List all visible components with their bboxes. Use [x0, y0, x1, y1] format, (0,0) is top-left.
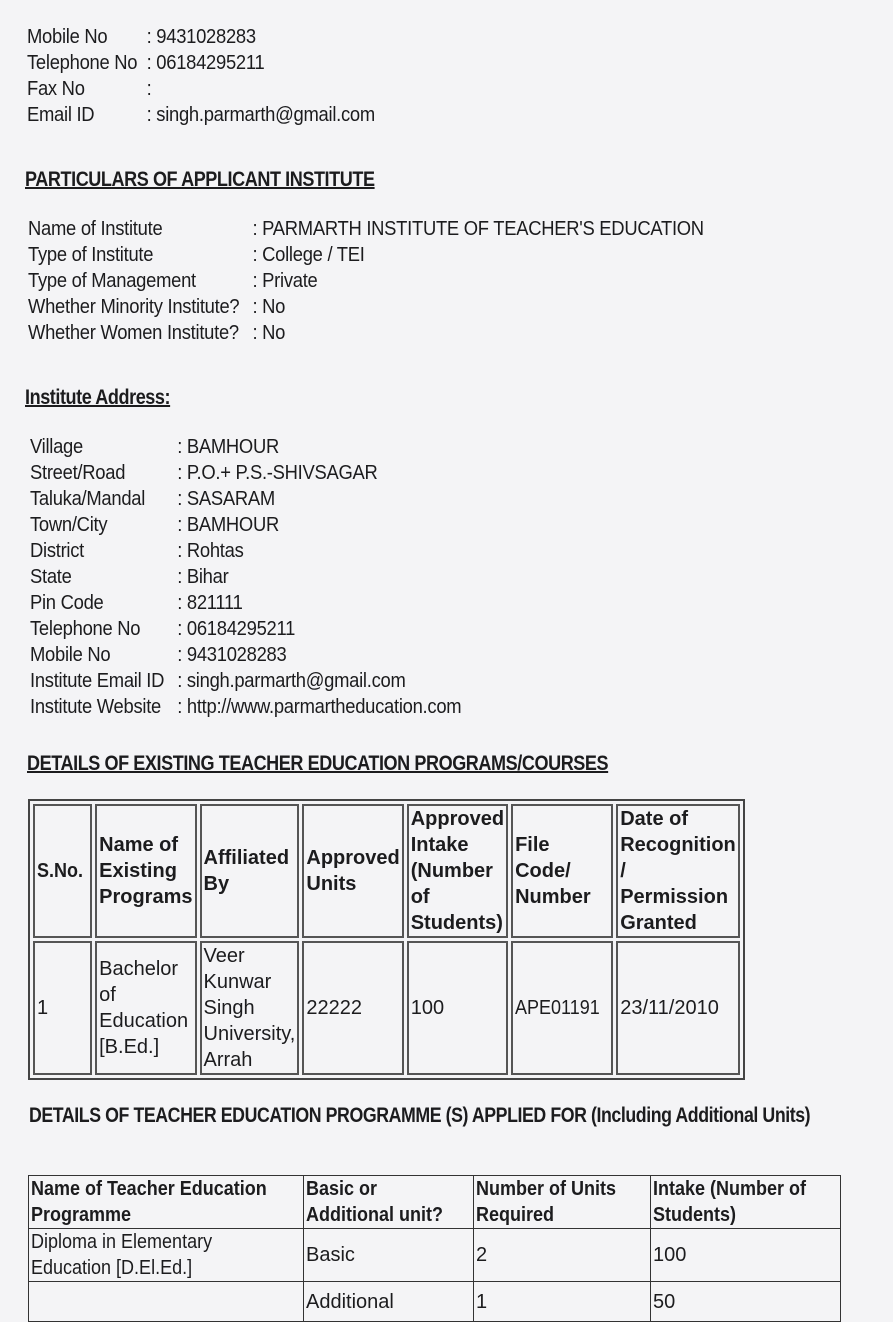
address-label: Mobile No	[30, 644, 111, 666]
address-value: http://www.parmartheducation.com	[186, 696, 462, 718]
cell-intake: 50	[651, 1282, 841, 1322]
address-value: Rohtas	[186, 540, 244, 562]
cell-programme-name	[29, 1282, 304, 1322]
particulars-value: Private	[262, 270, 318, 292]
contact-value: 06184295211	[156, 52, 265, 74]
address-value: singh.parmarth@gmail.com	[186, 670, 406, 692]
cell-basic-or-additional: Basic	[304, 1229, 474, 1282]
existing-programs-table	[28, 799, 745, 1080]
address-value: Bihar	[186, 566, 229, 588]
column-header: Approved Intake (Number of Students)	[407, 804, 508, 938]
address-label: Taluka/Mandal	[30, 488, 146, 510]
address-value: SASARAM	[186, 488, 275, 510]
column-header: Basic or Additional unit?	[306, 1178, 443, 1226]
particulars-value: College / TEI	[262, 244, 365, 266]
address-label: Telephone No	[30, 618, 141, 640]
table-row	[29, 1229, 841, 1282]
contact-value: singh.parmarth@gmail.com	[156, 104, 375, 126]
column-header: Date of Recognition / Permission Granted	[616, 804, 740, 938]
contact-label: Email ID	[27, 104, 95, 126]
address-value: P.O.+ P.S.-SHIVSAGAR	[186, 462, 378, 484]
table-header-row	[33, 804, 740, 938]
address-label: Pin Code	[30, 592, 104, 614]
particulars-value: PARMARTH INSTITUTE OF TEACHER'S EDUCATION	[262, 218, 704, 240]
particulars-label: Name of Institute	[28, 218, 163, 240]
column-header: Intake (Number of Students)	[653, 1178, 807, 1226]
cell-file-code: APE01191	[515, 997, 600, 1019]
address-label: State	[30, 566, 72, 588]
address-label: Village	[30, 436, 83, 458]
column-header: Affiliated By	[200, 804, 300, 938]
particulars-value: No	[262, 322, 286, 344]
cell-sno: 1	[33, 941, 92, 1075]
address-value: BAMHOUR	[186, 514, 280, 536]
column-header: Name of Teacher Education Programme	[31, 1178, 267, 1226]
address-label: Street/Road	[30, 462, 126, 484]
cell-units-required: 1	[474, 1282, 651, 1322]
cell-approved-intake: 100	[407, 941, 508, 1075]
applied-programs-heading	[29, 1100, 840, 1132]
contact-value: 9431028283	[156, 26, 256, 48]
column-header: Name of Existing Programs	[95, 804, 196, 938]
cell-intake: 100	[651, 1229, 841, 1282]
address-label: Town/City	[30, 514, 108, 536]
column-header: S.No.	[37, 860, 84, 882]
cell-units-required: 2	[474, 1229, 651, 1282]
cell-date-recognition: 23/11/2010	[616, 941, 740, 1075]
address-label: District	[30, 540, 85, 562]
cell-basic-or-additional: Additional	[304, 1282, 474, 1322]
address-value: 06184295211	[186, 618, 296, 640]
cell-program-name: Bachelor of Education [B.Ed.]	[95, 941, 196, 1075]
particulars-label: Whether Minority Institute?	[28, 296, 240, 318]
address-value: 821111	[186, 592, 243, 614]
table-header-row	[29, 1176, 841, 1229]
table-row	[29, 1282, 841, 1322]
column-header: Approved Units	[302, 804, 403, 938]
address-heading: Institute Address:	[25, 386, 171, 409]
particulars-label: Type of Institute	[28, 244, 154, 266]
existing-programs-heading: DETAILS OF EXISTING TEACHER EDUCATION PROGRAMS/COURSES	[27, 752, 609, 775]
table-row	[33, 941, 740, 1075]
applied-programs-table	[28, 1175, 841, 1322]
contact-label: Fax No	[27, 78, 85, 100]
address-value: 9431028283	[186, 644, 287, 666]
contact-label: Telephone No	[27, 52, 138, 74]
particulars-label: Type of Management	[28, 270, 196, 292]
column-header: Number of Units Required	[476, 1178, 617, 1226]
address-label: Institute Website	[30, 696, 161, 718]
address-value: BAMHOUR	[186, 436, 280, 458]
cell-approved-units: 22222	[302, 941, 403, 1075]
cell-affiliated-by: Veer Kunwar Singh University, Arrah	[200, 941, 300, 1075]
address-label: Institute Email ID	[30, 670, 165, 692]
column-header: File Code/ Number	[511, 804, 613, 938]
particulars-value: No	[262, 296, 286, 318]
applied-heading-text: DETAILS OF TEACHER EDUCATION PROGRAMME (S) APPLIED FOR (Including Additional Units)	[29, 1104, 811, 1127]
contact-block: Mobile No : 9431028283 Telephone No : 06184295211 Fax No : Email ID : singh.parmarth@gmail.com	[27, 26, 375, 126]
particulars-block: Name of Institute : PARMARTH INSTITUTE OF TEACHER'S EDUCATION Type of Institute : College / TEI Type of Management : Private Whether Minority Institute? : No Whether Women Institute? : No	[28, 218, 704, 344]
address-block: Village : BAMHOUR Street/Road : P.O.+ P.S.-SHIVSAGAR Taluka/Mandal : SASARAM Town/City : BAMHOUR District : Rohtas State : Bihar Pin Code : 821111 Telephone No : 06184295211 Mobile No : 9431028283 Institute Email ID : singh.parmarth@gmail.com Institute Website : http://www.parmartheducation.com	[30, 436, 462, 718]
particulars-heading: PARTICULARS OF APPLICANT INSTITUTE	[25, 168, 375, 191]
contact-label: Mobile No	[27, 26, 108, 48]
particulars-label: Whether Women Institute?	[28, 322, 239, 344]
cell-programme-name: Diploma in Elementary Education [D.El.Ed.]	[31, 1231, 213, 1279]
